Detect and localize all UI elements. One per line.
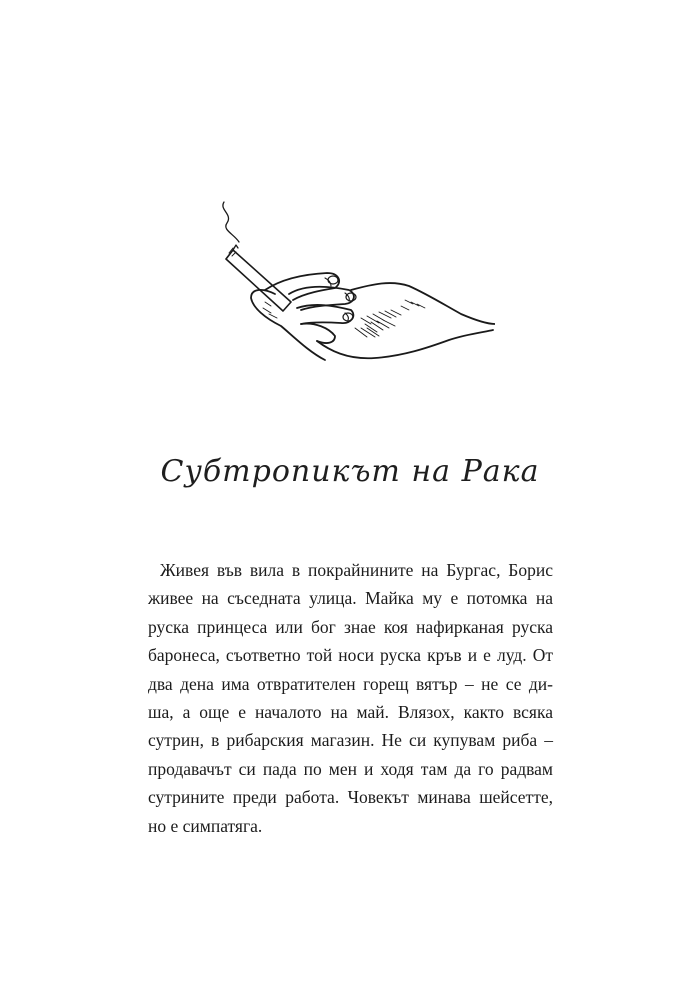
- hand-cigarette-drawing: [205, 190, 495, 395]
- body-paragraph: [148, 556, 553, 840]
- paragraph-line: сутрин, в рибарския магазин. Не си купувам риба –: [148, 730, 553, 751]
- paragraph-line: баронеса, съответно той носи руска кръв и е луд. От: [148, 645, 553, 666]
- paragraph-line: но е симпатяга.: [148, 815, 263, 836]
- paragraph-line: ша, а още е началото на май. Влязох, както всяка: [148, 701, 553, 722]
- paragraph-line: живее на съседната улица. Майка му е потомка на: [148, 588, 553, 609]
- chapter-title: Субтропикът на Рака: [160, 454, 540, 489]
- hand-with-cigarette-illustration: [205, 190, 495, 395]
- paragraph-line: продавачът си пада по мен и ходя там да го радвам: [148, 758, 553, 779]
- paragraph-line: сутрините преди работа. Човекът минава шейсетте,: [148, 787, 553, 808]
- paragraph-line: Живея във вила в покрайнините на Бургас, Борис: [160, 560, 553, 580]
- paragraph-line: руска принцеса или бог знае коя нафирканая руска: [148, 616, 553, 637]
- paragraph-line: два дена има отвратителен горещ вятър – не се ди-: [148, 673, 553, 694]
